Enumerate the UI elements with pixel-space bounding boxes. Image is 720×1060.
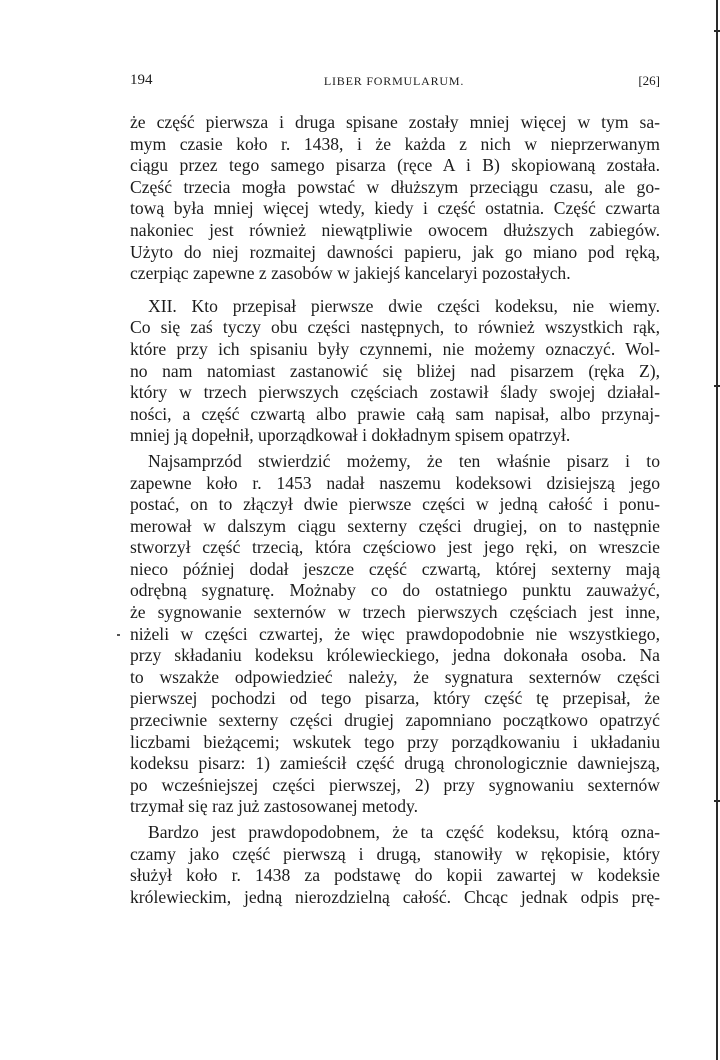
text-line: XII. Kto przepisał pierwsze dwie części kodeksu, nie wiemy.	[148, 295, 660, 316]
text-line: że sygnowanie sexternów w trzech pierwszych częściach jest inne,	[130, 602, 660, 623]
text-line: nieco później dodał jeszcze część czwartą, której sexterny mają	[130, 558, 660, 579]
text-line: służył koło r. 1438 za podstawę do kopii zawartej w kodeksie	[130, 865, 660, 886]
page-edge-line	[716, 0, 718, 1060]
text-line: Bardzo jest prawdopodobnem, że ta część kodeksu, którą ozna-	[148, 822, 660, 842]
paragraph-4	[130, 822, 660, 908]
text-line: królewieckim, jedną nierozdzielną całość. Chcąc jednak odpis prę-	[130, 886, 660, 907]
text-line: merował w dalszym ciągu sexterny części drugiej, on to następnie	[130, 515, 660, 536]
section-signature: [26]	[638, 73, 660, 88]
text-line: czerpiąc zapewne z zasobów w jakiejś kancelaryi pozostałych.	[130, 263, 571, 284]
page-edge-tick	[714, 30, 720, 32]
page-number: 194	[130, 72, 153, 88]
text-line: to wszakże odpowiedzieć należy, że sygnatura sexternów części	[130, 666, 660, 687]
text-line: które przy ich spisaniu były czynnemi, nie możemy oznaczyć. Wol-	[130, 338, 660, 359]
paragraph-spacer	[130, 285, 660, 296]
paragraph-1	[130, 112, 660, 285]
text-line: że część pierwsza i druga spisane zostały mniej więcej w tym sa-	[130, 112, 660, 132]
running-title: LIBER FORMULARUM.	[323, 74, 465, 88]
text-line: Najsamprzód stwierdzić możemy, że ten właśnie pisarz i to	[148, 450, 660, 471]
text-line: mniej ją dopełnił, uporządkował i dokładnym spisem opatrzył.	[130, 425, 571, 446]
text-line: trzymał się raz już zastosowanej metody.	[130, 796, 419, 817]
paragraph-3	[130, 451, 660, 818]
text-line: kodeksu pisarz: 1) zamieścił część drugą chronologicznie dawniejszą,	[130, 753, 660, 774]
text-line: pierwszej pochodzi od tego pisarza, który część tę przepisał, że	[130, 688, 660, 709]
page-edge-tick	[714, 800, 720, 802]
text-line: ciągu przez tego samego pisarza (ręce A i B) skopiowaną została.	[130, 155, 660, 176]
text-line: po wcześniejszej części pierwszej, 2) przy sygnowaniu sexternów	[130, 774, 660, 795]
scan-speck	[117, 634, 120, 636]
text-line: przy składaniu kodeksu królewieckiego, jedna dokonała osoba. Na	[130, 645, 660, 666]
text-line: czamy jako część pierwszą i drugą, stanowiły w rękopisie, który	[130, 843, 660, 864]
page-edge-tick	[714, 385, 720, 387]
body-text	[130, 112, 660, 908]
text-line: no nam natomiast zastanowić się bliżej nad pisarzem (ręka Z),	[130, 360, 660, 381]
text-line: niżeli w części czwartej, że więc prawdopodobnie nie wszystkiego,	[130, 623, 660, 644]
text-line: przeciwnie sexterny części drugiej zapomniano początkowo opatrzyć	[130, 710, 660, 731]
text-line: ności, a część czwartą albo prawie całą sam napisał, albo przynaj-	[130, 403, 660, 424]
text-line: tową była mniej więcej wtedy, kiedy i część ostatnia. Część czwarta	[130, 198, 660, 219]
text-line: stworzył część trzecią, która częściowo jest jego ręki, on wreszcie	[130, 537, 660, 558]
text-line: mym czasie koło r. 1438, i że każda z nich w nieprzerwanym	[130, 133, 660, 154]
text-line: zapewne koło r. 1453 nadał naszemu kodeksowi dzisiejszą jego	[130, 472, 660, 493]
text-line: który w trzech pierwszych częściach zostawił ślady swojej działal-	[130, 382, 660, 403]
text-line: Część trzecia mogła powstać w dłuższym przeciągu czasu, ale go-	[130, 176, 660, 197]
text-line: Użyto do niej rozmaitej dawności papieru, jak go miano pod ręką,	[130, 241, 660, 262]
paragraph-2	[130, 296, 660, 447]
text-line: postać, on to złączył dwie pierwsze części w jedną całość i ponu-	[130, 494, 660, 515]
text-line: Co się zaś tyczy obu części następnych, to również wszystkich rąk,	[130, 317, 660, 338]
text-line: odrębną sygnaturę. Możnaby co do ostatniego punktu zauważyć,	[130, 580, 660, 601]
text-line: nakoniec jest również niewątpliwie owocem dłuższych zabiegów.	[130, 219, 660, 240]
text-line: liczbami bieżącemi; wskutek tego przy porządkowaniu i układaniu	[130, 731, 660, 752]
page-header	[128, 72, 660, 94]
